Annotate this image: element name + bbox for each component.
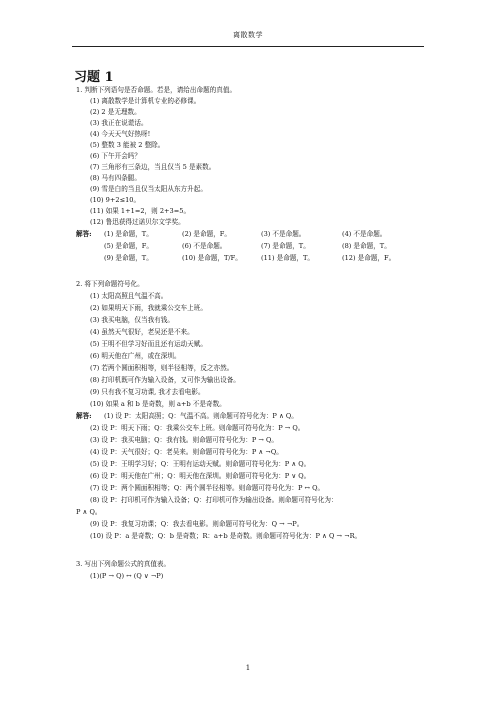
q2-item-7: (7) 若两个圆面积相等，则半径相等，反之亦然。 (90, 364, 234, 372)
q1-item-1: (1) 离散数学是计算机专业的必修课。 (90, 97, 201, 105)
q1-answer-10: (10) 是命题，T/F。 (182, 254, 242, 262)
q2-answer-10: (10) 设 P：a 是奇数；Q：b 是奇数；R：a+b 是奇数。则命题可符号化为：P ∧ Q → ¬R。 (90, 532, 362, 540)
q2-answer-9: (9) 设 P：我复习功课；Q：我去看电影。则命题可符号化为：Q → ¬P。 (90, 520, 304, 528)
q1-item-7: (7) 三角形有三条边，当且仅当 5 是素数。 (90, 163, 216, 171)
q1-item-4: (4) 今天天气好热呀! (90, 130, 151, 138)
q1-answer-5: (5) 是命题，F。 (104, 242, 153, 250)
q1-answer-12: (12) 是命题，F。 (342, 254, 396, 262)
q2-answer-1: (1) 设 P：太阳高照；Q：气温不高。则命题可符号化为：P ∧ Q。 (104, 412, 298, 420)
q2-answer-label: 解答: (76, 412, 92, 420)
q2-answer-7: (7) 设 P：两个圆面积相等；Q：两个圆半径相等。则命题可符号化为：P ↔ Q。 (90, 484, 325, 492)
q2-item-10: (10) 如果 a 和 b 是奇数，则 a+b 不是奇数。 (90, 400, 226, 408)
q1-item-5: (5) 整数 3 能被 2 整除。 (90, 141, 165, 149)
q2-stem: 2. 将下列命题符号化。 (76, 280, 144, 288)
q1-answer-2: (2) 是命题，F。 (182, 230, 231, 238)
page-header: 离散数学 (233, 31, 263, 39)
q1-answer-8: (8) 是命题，T。 (342, 242, 391, 250)
q1-answer-1: (1) 是命题，T。 (104, 230, 153, 238)
q2-answer-4: (4) 设 P：天气很好；Q：老吴来。则命题可符号化为：P ∧ ¬Q。 (90, 448, 283, 456)
q1-answer-3: (3) 不是命题。 (261, 230, 306, 238)
q2-item-4: (4) 虽然天气很好，老吴还是不来。 (90, 328, 194, 336)
q2-answer-8-cont: P ∧ Q。 (76, 508, 102, 516)
q1-stem: 1. 判断下列语句是否命题。若是，请给出命题的真值。 (76, 86, 237, 94)
q1-answer-label: 解答: (76, 230, 92, 238)
q1-item-2: (2) 2 是无理数。 (90, 108, 141, 116)
q2-answer-6: (6) 设 P：明天他在广州；Q：明天他在深圳。则命题可符号化为：P ∨ Q。 (90, 472, 311, 480)
q3-stem: 3. 写出下列命题公式的真值表。 (76, 560, 171, 568)
q2-answer-2: (2) 设 P：明天下雨；Q：我乘公交车上班。则命题可符号化为：P → Q。 (90, 424, 305, 432)
section-title: 习题 1 (74, 70, 114, 85)
q1-item-9: (9) 雪是白的当且仅当太阳从东方升起。 (90, 185, 207, 193)
q1-answer-7: (7) 是命题，T。 (261, 242, 310, 250)
q2-item-2: (2) 如果明天下雨，我就乘公交车上班。 (90, 304, 207, 312)
q2-item-8: (8) 打印机既可作为输入设备，又可作为输出设备。 (90, 376, 240, 384)
q3-item-1: (1)(P → Q) ↔ (Q ∨ ¬P) (90, 572, 164, 580)
page-number: 1 (245, 664, 251, 672)
q2-item-5: (5) 王明不但学习好而且还有运动天赋。 (90, 340, 207, 348)
q2-item-3: (3) 我买电脑，仅当我有钱。 (90, 316, 174, 324)
q2-item-6: (6) 明天他在广州，或在深圳。 (90, 352, 181, 360)
q2-answer-3: (3) 设 P：我买电脑；Q：我有钱。则命题可符号化为：P → Q。 (90, 436, 278, 444)
q1-item-11: (11) 如果 1+1=2，则 2+3=5。 (90, 207, 191, 215)
q2-item-9: (9) 只有我不复习功课, 我才去看电影。 (90, 388, 205, 396)
q2-answer-8: (8) 设 P：打印机可作为输入设备；Q：打印机可作为输出设备。则命题可符号化为： (90, 496, 338, 504)
q1-item-8: (8) 马有四条腿。 (90, 174, 141, 182)
q2-answer-5: (5) 设 P：王明学习好；Q：王明有运动天赋。则命题可符号化为：P ∧ Q。 (90, 460, 311, 468)
header-rule (72, 46, 424, 47)
q1-item-10: (10) 9+2≤10。 (90, 196, 141, 204)
q1-answer-11: (11) 是命题，T。 (261, 254, 314, 262)
q1-answer-9: (9) 是命题，T。 (104, 254, 153, 262)
q1-item-12: (12) 鲁迅获得过诺贝尔文学奖。 (90, 218, 185, 226)
q2-item-1: (1) 太阳高照且气温不高。 (90, 292, 168, 300)
q1-answer-6: (6) 不是命题。 (182, 242, 227, 250)
q1-item-3: (3) 我正在说谎话。 (90, 119, 148, 127)
q1-item-6: (6) 下午开会吗？ (90, 152, 141, 160)
q1-answer-4: (4) 不是命题。 (342, 230, 387, 238)
